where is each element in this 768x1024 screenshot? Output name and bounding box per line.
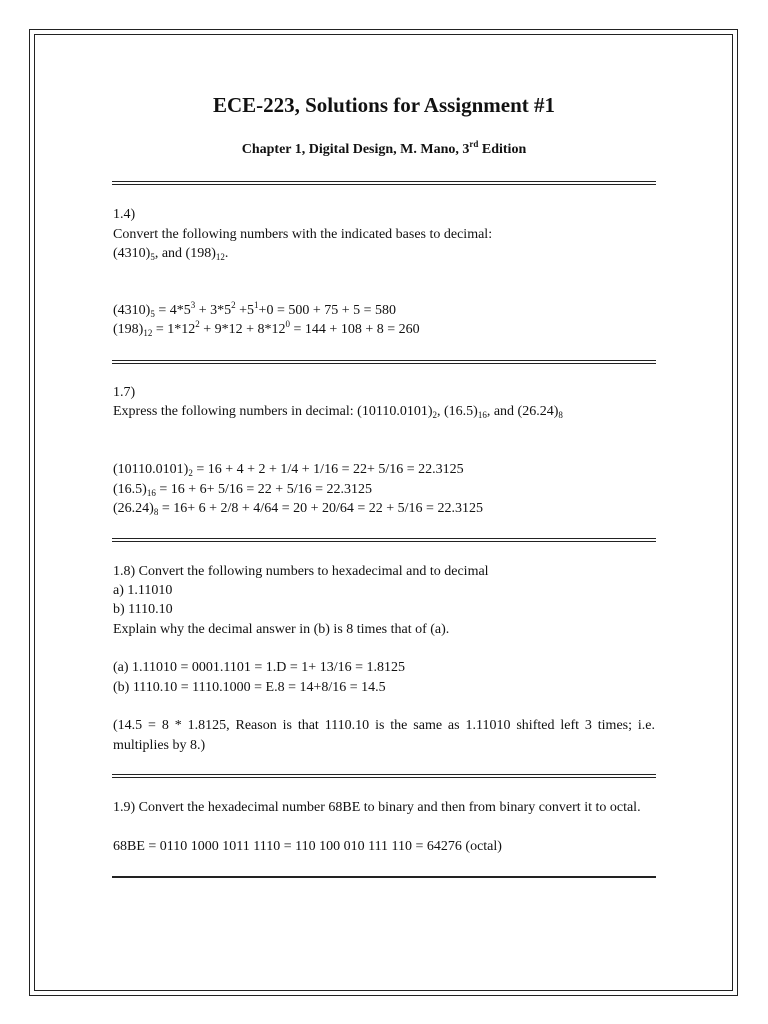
section-divider <box>112 538 656 542</box>
section-divider <box>112 181 656 185</box>
problem-1-8-item-b: b) 1110.10 <box>113 602 173 617</box>
problem-1-4-numbers: $(4310)_5$, and $(198)_{12}$. <box>113 246 229 262</box>
problem-1-8-answer-a: (a) 1.11010 = 0001.1101 = 1.D = 1+ 13/16 = 1.8125 <box>113 660 405 675</box>
document-title: ECE-223, Solutions for Assignment #1 <box>212 93 556 117</box>
problem-1-4-label: 1.4) <box>113 207 136 222</box>
problem-1-8-explain: Explain why the decimal answer in (b) is 8 times that of (a). <box>113 622 450 637</box>
problem-1-8-answer-b: (b) 1110.10 = 1110.1000 = E.8 = 14+8/16 = 14.5 <box>113 680 386 695</box>
problem-1-7-question: Express the following numbers in decimal: $(10110.0101)_2$, $(16.5)_{16}$, and $(26.24)_8$ <box>113 404 563 420</box>
problem-1-7-label: 1.7) <box>113 385 136 400</box>
section-divider <box>112 360 656 364</box>
problem-1-8-reason-line-2: multiplies by 8.) <box>113 738 206 753</box>
problem-1-4-answer-1: $(4310)_5 = 4*5^3 + 3*5^2 +5^1+0 = 500 + 75 + 5 = 580$ <box>113 300 397 319</box>
problem-1-8-item-a: a) 1.11010 <box>113 583 173 598</box>
problem-1-9-question: 1.9) Convert the hexadecimal number 68BE to binary and then from binary convert it to octal. <box>113 800 641 815</box>
problem-1-8-reason-line-1: (14.5 = 8 * 1.8125, Reason is that 1110.10 is the same as 1.11010 shifted left 3 times; i.e. <box>113 718 655 733</box>
problem-1-4-answer-2: $(198)_{12} = 1*12^2 + 9*12 + 8*12^0 = 144 + 108 + 8 = 260$ <box>113 319 420 338</box>
section-divider <box>112 774 656 778</box>
problem-1-9-answer: 68BE = 0110 1000 1011 1110 = 110 100 010 111 110 = 64276 (octal) <box>113 839 502 854</box>
problem-1-7-answer-1: $(10110.0101)_2 = 16 + 4 + 2 + 1/4 + 1/16 = 22+ 5/16 = 22.3125$ <box>113 462 464 478</box>
problem-1-8-question: 1.8) Convert the following numbers to hexadecimal and to decimal <box>113 564 489 579</box>
problem-1-7-answer-3: $(26.24)_8 = 16+ 6 + 2/8 + 4/64 = 20 + 20/64 = 22 + 5/16 = 22.3125$ <box>113 501 483 517</box>
section-divider-end <box>112 876 656 878</box>
problem-1-4-question: Convert the following numbers with the indicated bases to decimal: <box>113 227 493 242</box>
document-subtitle: Chapter 1, Digital Design, M. Mano, 3rd Edition <box>241 139 527 157</box>
problem-1-7-answer-2: $(16.5)_{16} = 16 + 6+ 5/16 = 22 + 5/16 = 22.3125$ <box>113 482 372 498</box>
